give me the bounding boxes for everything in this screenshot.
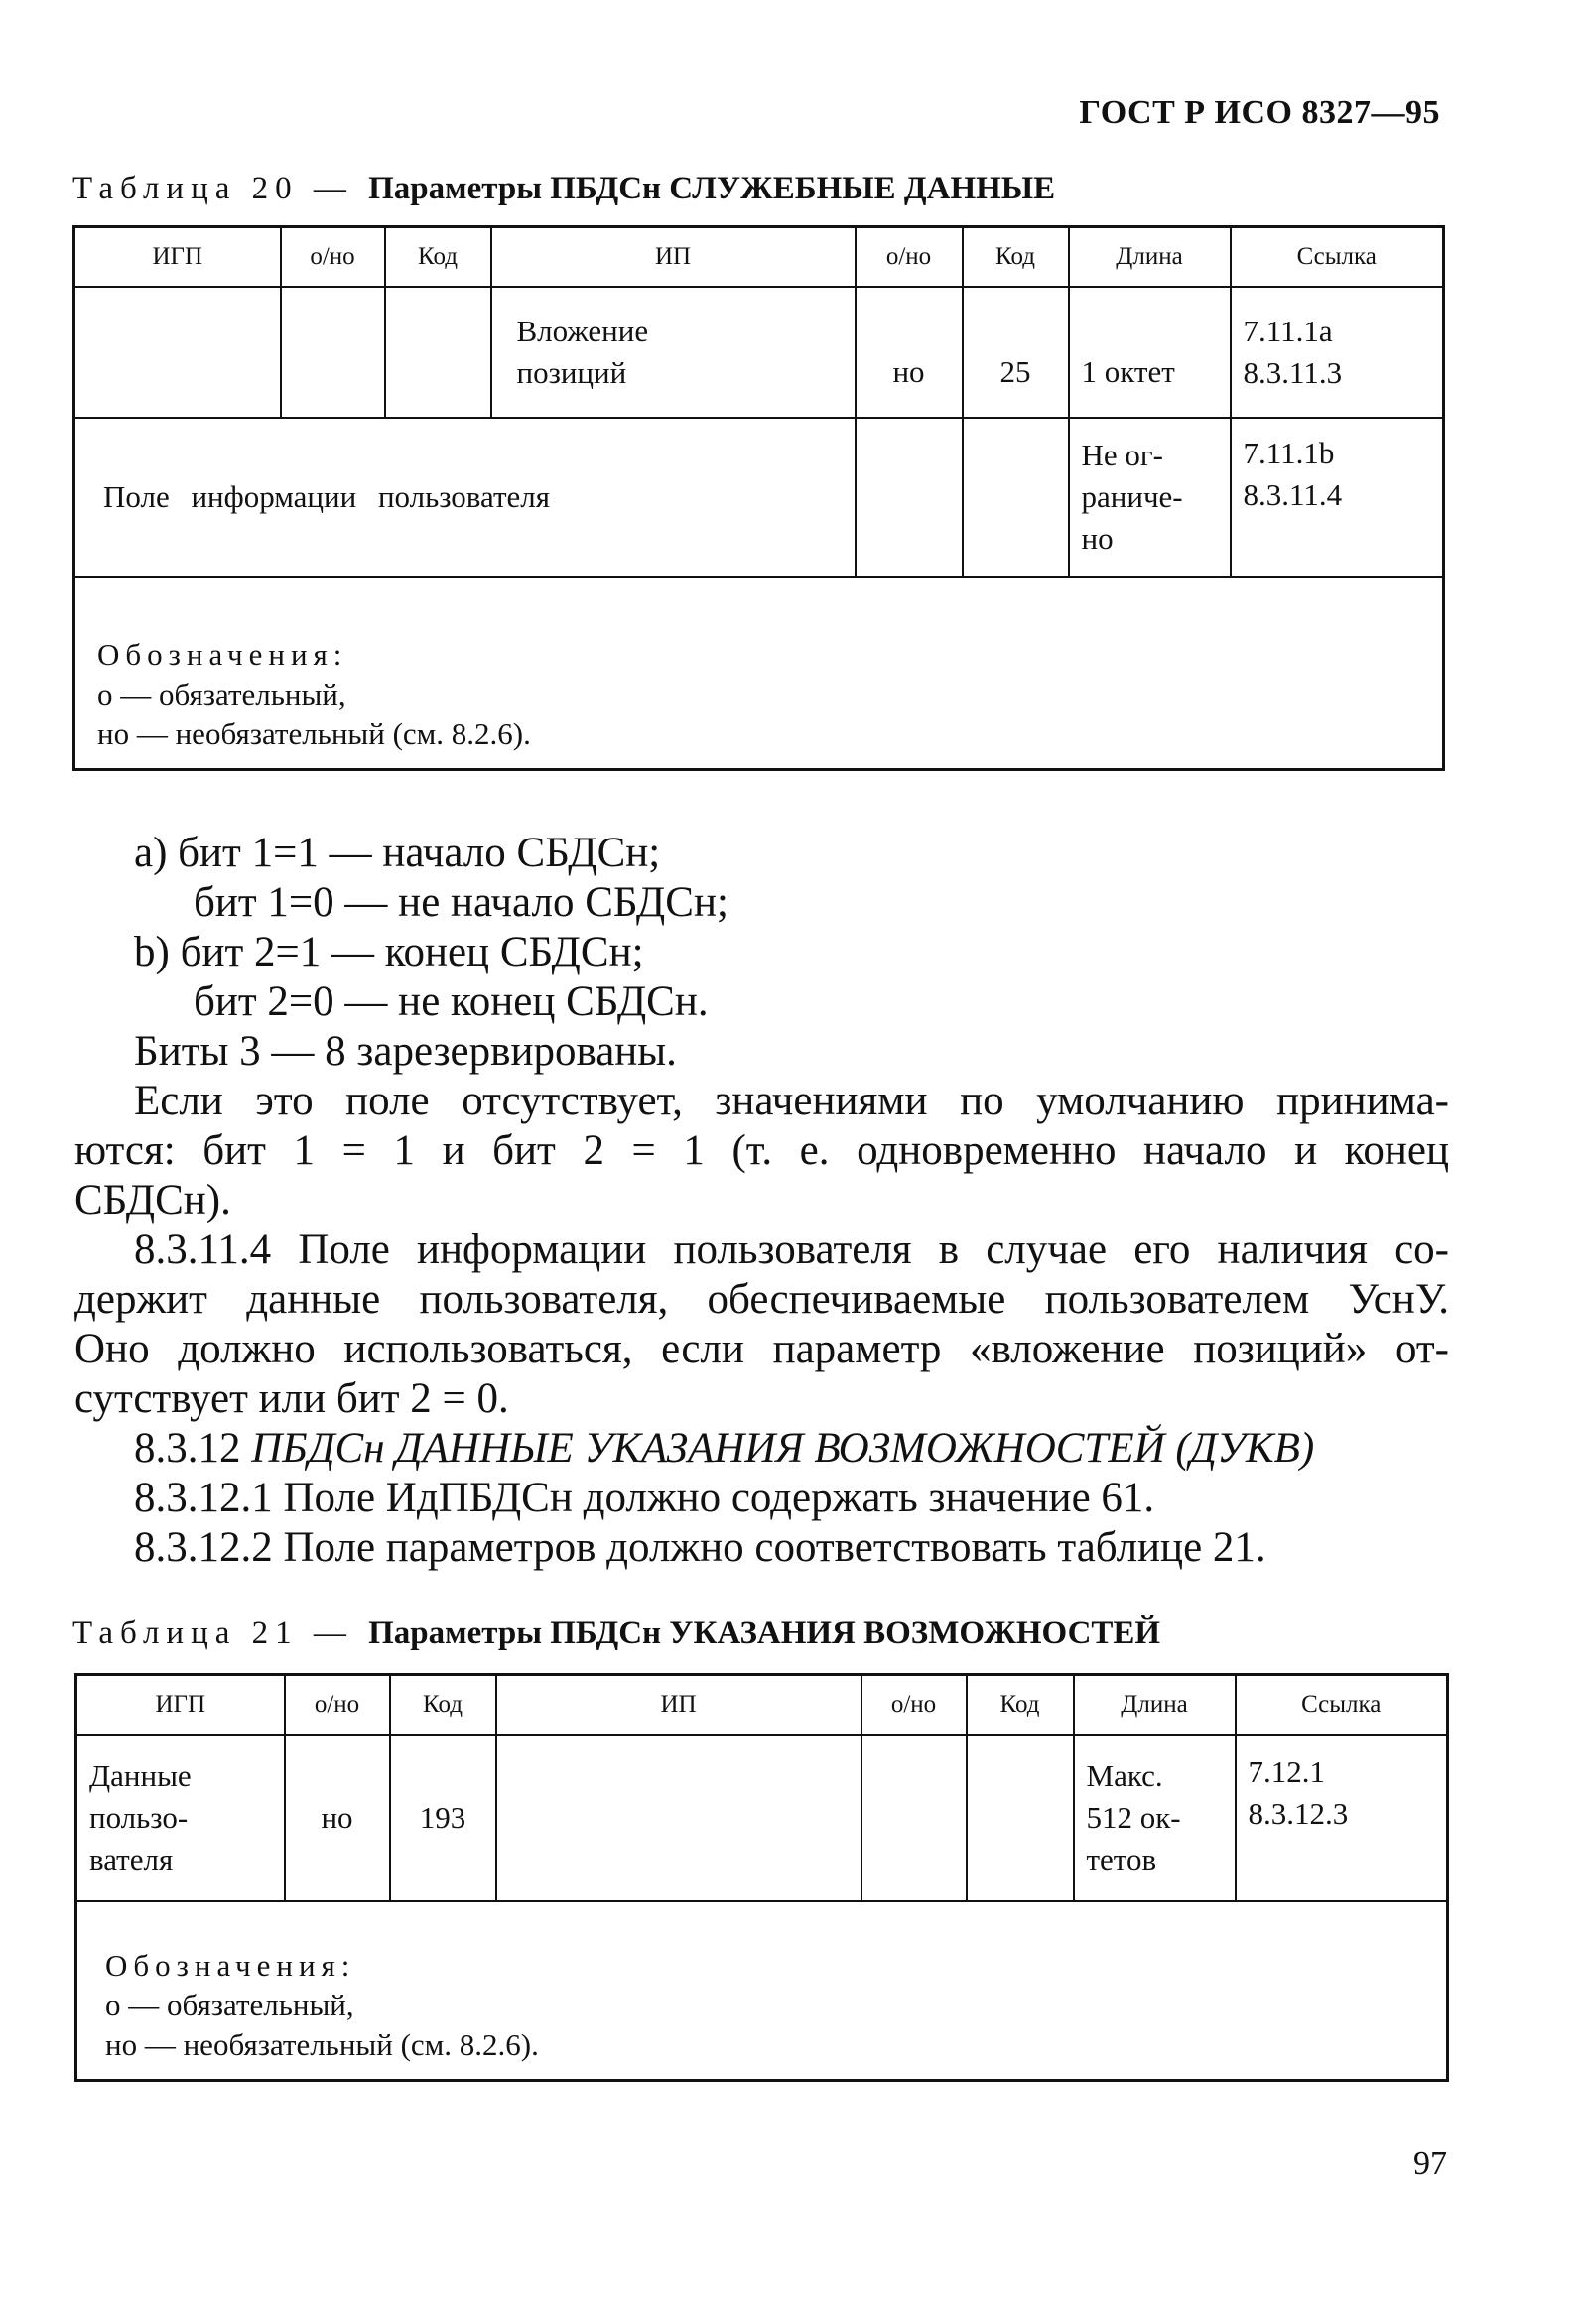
table-header-row [76,1675,1448,1736]
table-notes: Обозначения: о — обязательный, но — необязательный (см. 8.2.6). [74,577,1444,769]
text-line: 8.3.12.2 Поле параметров должно соответствовать таблице 21. [134,1524,1266,1571]
col-header: Код [390,1675,496,1736]
table-cell [385,287,491,418]
table-20-caption-prefix: Таблица 20 — [72,171,369,206]
col-header: Длина [1074,1675,1236,1736]
col-header: ИП [496,1675,861,1736]
col-header: ИГП [74,227,281,288]
table-cell: 193 [390,1735,496,1901]
table-notes: Обозначения: о — обязательный, но — необязательный (см. 8.2.6). [76,1901,1448,2080]
section-heading: 8.3.12 ПБДСн ДАННЫЕ УКАЗАНИЯ ВОЗМОЖНОСТЕЙ (ДУКВ) [134,1425,1315,1472]
text-line: ются: бит 1 = 1 и бит 2 = 1 (т. е. одновременно начало и конец [74,1127,1449,1174]
document-header: ГОСТ Р ИСО 8327—95 [1079,94,1440,131]
table-notes-row [76,1901,1448,2080]
col-header: Длина [1069,227,1231,288]
table-cell: Макс. 512 ок- тетов [1074,1735,1236,1901]
table-cell: но [856,287,963,418]
col-header: о/но [856,227,963,288]
table-row [74,418,1444,577]
table-20-caption [72,171,1055,207]
col-header: Код [385,227,491,288]
body-text [74,829,1449,1573]
table-cell: 25 [963,287,1069,418]
table-cell [281,287,385,418]
table-21 [74,1673,1449,2082]
table-cell [74,287,281,418]
text-line: Если это поле отсутствует, значениями по умолчанию принима- [134,1078,1449,1124]
table-notes-row [74,577,1444,769]
text-line: Биты 3 — 8 зарезервированы. [134,1028,677,1075]
col-header: ИП [491,227,856,288]
table-cell: 7.11.1b 8.3.11.4 [1231,418,1444,577]
table-cell: 7.11.1a 8.3.11.3 [1231,287,1444,418]
table-header-row [74,227,1444,288]
table-cell: но [285,1735,390,1901]
text-line: держит данные пользователя, обеспечиваемые пользователем УснУ. [74,1276,1449,1323]
table-cell: 7.12.1 8.3.12.3 [1236,1735,1448,1901]
page-number: 97 [1413,2145,1447,2182]
col-header: ИГП [76,1675,285,1736]
table-cell: 1 октет [1069,287,1231,418]
table-20-caption-title: Параметры ПБДСн СЛУЖЕБНЫЕ ДАННЫЕ [368,171,1056,206]
text-line: a) бит 1=1 — начало СБДСн; [134,830,661,876]
table-cell [967,1735,1074,1901]
col-header: о/но [281,227,385,288]
col-header: Код [967,1675,1074,1736]
text-line: 8.3.11.4 Поле информации пользователя в случае его наличия со- [134,1227,1449,1273]
col-header: Ссылка [1231,227,1444,288]
table-cell [861,1735,967,1901]
col-header: о/но [861,1675,967,1736]
table-21-caption [72,1615,1160,1652]
table-cell: Данные пользо- вателя [76,1735,285,1901]
table-20 [72,225,1445,771]
text-line: 8.3.12.1 Поле ИдПБДСн должно содержать значение 61. [134,1475,1155,1521]
table-cell [856,418,963,577]
text-line: b) бит 2=1 — конец СБДСн; [134,929,644,975]
col-header: Ссылка [1236,1675,1448,1736]
text-line: бит 1=0 — не начало СБДСн; [194,879,728,926]
table-21-caption-prefix: Таблица 21 — [72,1615,369,1651]
table-cell: Поле информации пользователя [74,418,856,577]
table-cell: Вложение позиций [491,287,856,418]
text-line: СБДСн). [74,1177,231,1224]
table-21-caption-title: Параметры ПБДСн УКАЗАНИЯ ВОЗМОЖНОСТЕЙ [368,1615,1161,1651]
col-header: Код [963,227,1069,288]
table-cell [963,418,1069,577]
table-row [74,287,1444,418]
table-cell [496,1735,861,1901]
col-header: о/но [285,1675,390,1736]
table-row [76,1735,1448,1901]
text-line: бит 2=0 — не конец СБДСн. [194,978,709,1025]
text-line: Оно должно использоваться, если параметр «вложение позиций» от- [74,1326,1449,1372]
table-cell: Не ог- раниче- но [1069,418,1231,577]
text-line: сутствует или бит 2 = 0. [74,1375,509,1422]
